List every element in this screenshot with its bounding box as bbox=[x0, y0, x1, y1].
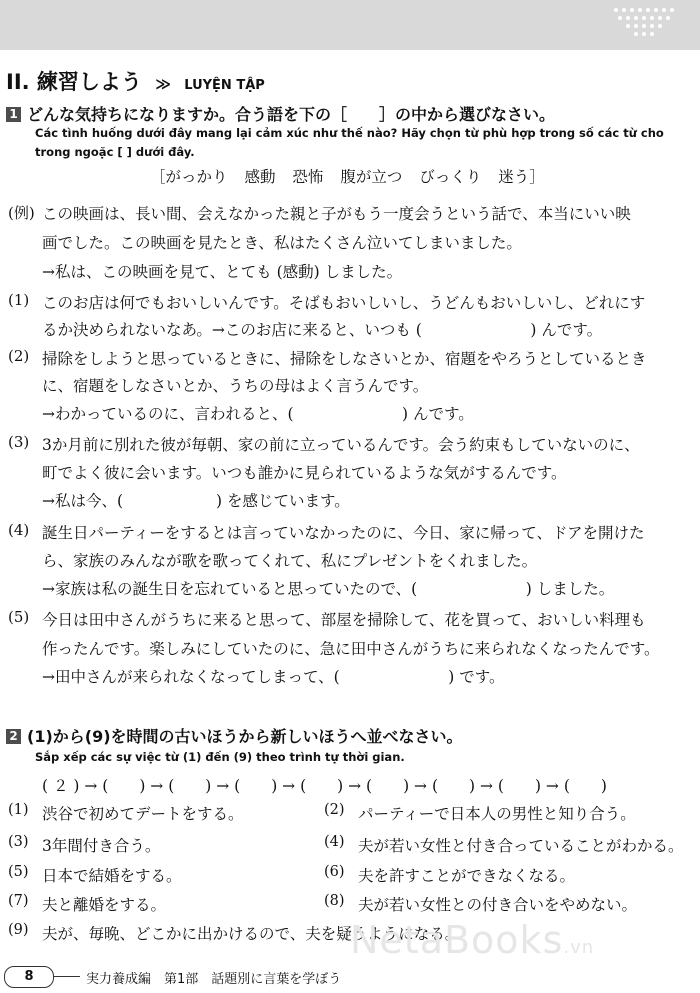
event-text: 夫と離婚をする。 bbox=[42, 896, 167, 914]
item-label: (5) bbox=[8, 608, 30, 626]
item-line: →田中さんが来られなくなってしまって、( ) です。 bbox=[42, 668, 505, 686]
event-text: 夫を許すことができなくなる。 bbox=[358, 867, 576, 885]
word-bank-item: 腹が立つ bbox=[340, 168, 403, 186]
example-line: 画でした。この映画を見たとき、私はたくさん泣いてしまいました。 bbox=[42, 234, 522, 252]
decorative-dots-icon bbox=[610, 4, 682, 44]
event-label: (3) bbox=[8, 834, 29, 850]
example-line: →私は、この映画を見て、とても (感動) しました。 bbox=[42, 263, 403, 281]
watermark bbox=[350, 918, 594, 962]
page-footer bbox=[4, 966, 696, 988]
event-text: 日本で結婚をする。 bbox=[42, 867, 182, 885]
word-bank-item: 恐怖 bbox=[292, 168, 324, 186]
footer-text: 実力養成編 第1部 話題別に言葉を学ぼう bbox=[86, 972, 342, 987]
double-arrow-icon: ≫ bbox=[155, 75, 171, 93]
word-bank-item: 迷う］ bbox=[498, 168, 545, 186]
event-label: (2) bbox=[324, 802, 345, 818]
item-line: るか決められないなあ。→このお店に来ると、いつも ( ) んです。 bbox=[42, 321, 603, 339]
item-line: このお店は何でもおいしいんです。そばもおいしいし、うどんもおいしいし、どれにす bbox=[42, 294, 646, 312]
q1-instruction-vn: Các tình huống dưới đây mang lại cảm xúc như thế nào? Hãy chọn từ phù hợp trong số các từ cho trong ngoặc [ ] dưới đây. bbox=[35, 126, 664, 159]
top-banner bbox=[0, 0, 700, 50]
watermark-suffix: .vn bbox=[563, 937, 595, 958]
example-line: この映画は、長い間、会えなかった親と子がもう一度会うという話で、本当にいい映 bbox=[42, 205, 631, 223]
event-label: (8) bbox=[324, 893, 345, 909]
item-line: 掃除をしようと思っているときに、掃除をしなさいとか、宿題をやろうとしているとき bbox=[42, 350, 647, 368]
section-heading bbox=[6, 66, 265, 96]
watermark-main: NetaBooks bbox=[350, 918, 564, 962]
section-title-vn: LUYỆN TẬP bbox=[184, 78, 265, 93]
footer-divider bbox=[54, 976, 80, 977]
event-text: 夫が若い女性との付き合いをやめない。 bbox=[358, 896, 638, 914]
item-line: 誕生日パーティーをするとは言っていなかったのに、今日、家に帰って、ドアを開けた bbox=[42, 524, 645, 542]
section-title: 練習しよう bbox=[36, 70, 142, 94]
q2-instruction-vn: Sắp xếp các sự việc từ (1) đến (9) theo trình tự thời gian. bbox=[35, 750, 405, 764]
q2-number-badge: 2 bbox=[6, 729, 21, 744]
item-label: (2) bbox=[8, 347, 30, 365]
example-label: (例) bbox=[8, 204, 35, 222]
q1-title-text: どんな気持ちになりますか。合う語を下の［ ］の中から選びなさい。 bbox=[27, 105, 556, 124]
item-line: →私は今、( ) を感じています。 bbox=[42, 492, 350, 510]
word-bank-item: ［がっかり bbox=[150, 168, 228, 186]
event-label: (7) bbox=[8, 893, 29, 909]
q2-title bbox=[6, 724, 463, 747]
item-line: 作ったんです。楽しみにしていたのに、急に田中さんがうちに来られなくなったんです。 bbox=[42, 640, 660, 658]
section-number: II. bbox=[6, 70, 30, 94]
item-label: (3) bbox=[8, 433, 30, 451]
word-bank bbox=[150, 165, 557, 187]
item-line: 町でよく彼に会います。いつも誰かに見られているような気がするんです。 bbox=[42, 464, 567, 482]
event-label: (4) bbox=[324, 834, 345, 850]
q1-number-badge: 1 bbox=[6, 107, 21, 122]
event-text: 3年間付き合う。 bbox=[42, 837, 161, 855]
q1-title bbox=[6, 102, 555, 125]
event-text: パーティーで日本人の男性と知り合う。 bbox=[358, 805, 636, 823]
item-line: ら、家族のみんなが歌を歌ってくれて、私にプレゼントをくれました。 bbox=[42, 552, 538, 570]
item-line: 今日は田中さんがうちに来ると思って、部屋を掃除して、花を買って、おいしい料理も bbox=[42, 611, 646, 629]
event-label: (6) bbox=[324, 864, 345, 880]
item-line: に、宿題をしなさいとか、うちの母はよく言うんです。 bbox=[42, 377, 429, 395]
event-text: 夫が、毎晩、どこかに出かけるので、夫を疑うようになる。 bbox=[42, 925, 461, 943]
event-label: (5) bbox=[8, 864, 29, 880]
page-number: 8 bbox=[4, 966, 54, 988]
word-bank-item: びっくり bbox=[419, 168, 482, 186]
item-line: →わかっているのに、言われると、( ) んです。 bbox=[42, 405, 474, 423]
item-label: (4) bbox=[8, 521, 30, 539]
order-answer-row: ( ２ ) → ( ) → ( ) → ( ) → ( ) → ( ) → ( ) → ( ) → ( ) bbox=[42, 777, 607, 795]
item-line: 3か月前に別れた彼が毎朝、家の前に立っているんです。会う約束もしていないのに、 bbox=[42, 436, 640, 454]
word-bank-item: 感動 bbox=[244, 168, 276, 186]
event-label: (9) bbox=[8, 922, 29, 938]
event-text: 渋谷で初めてデートをする。 bbox=[42, 805, 244, 823]
q2-title-text: (1)から(9)を時間の古いほうから新しいほうへ並べなさい。 bbox=[27, 727, 463, 746]
event-label: (1) bbox=[8, 802, 29, 818]
event-text: 夫が若い女性と付き合っていることがわかる。 bbox=[358, 837, 684, 855]
item-label: (1) bbox=[8, 291, 30, 309]
item-line: →家族は私の誕生日を忘れていると思っていたので、( ) しました。 bbox=[42, 580, 615, 598]
